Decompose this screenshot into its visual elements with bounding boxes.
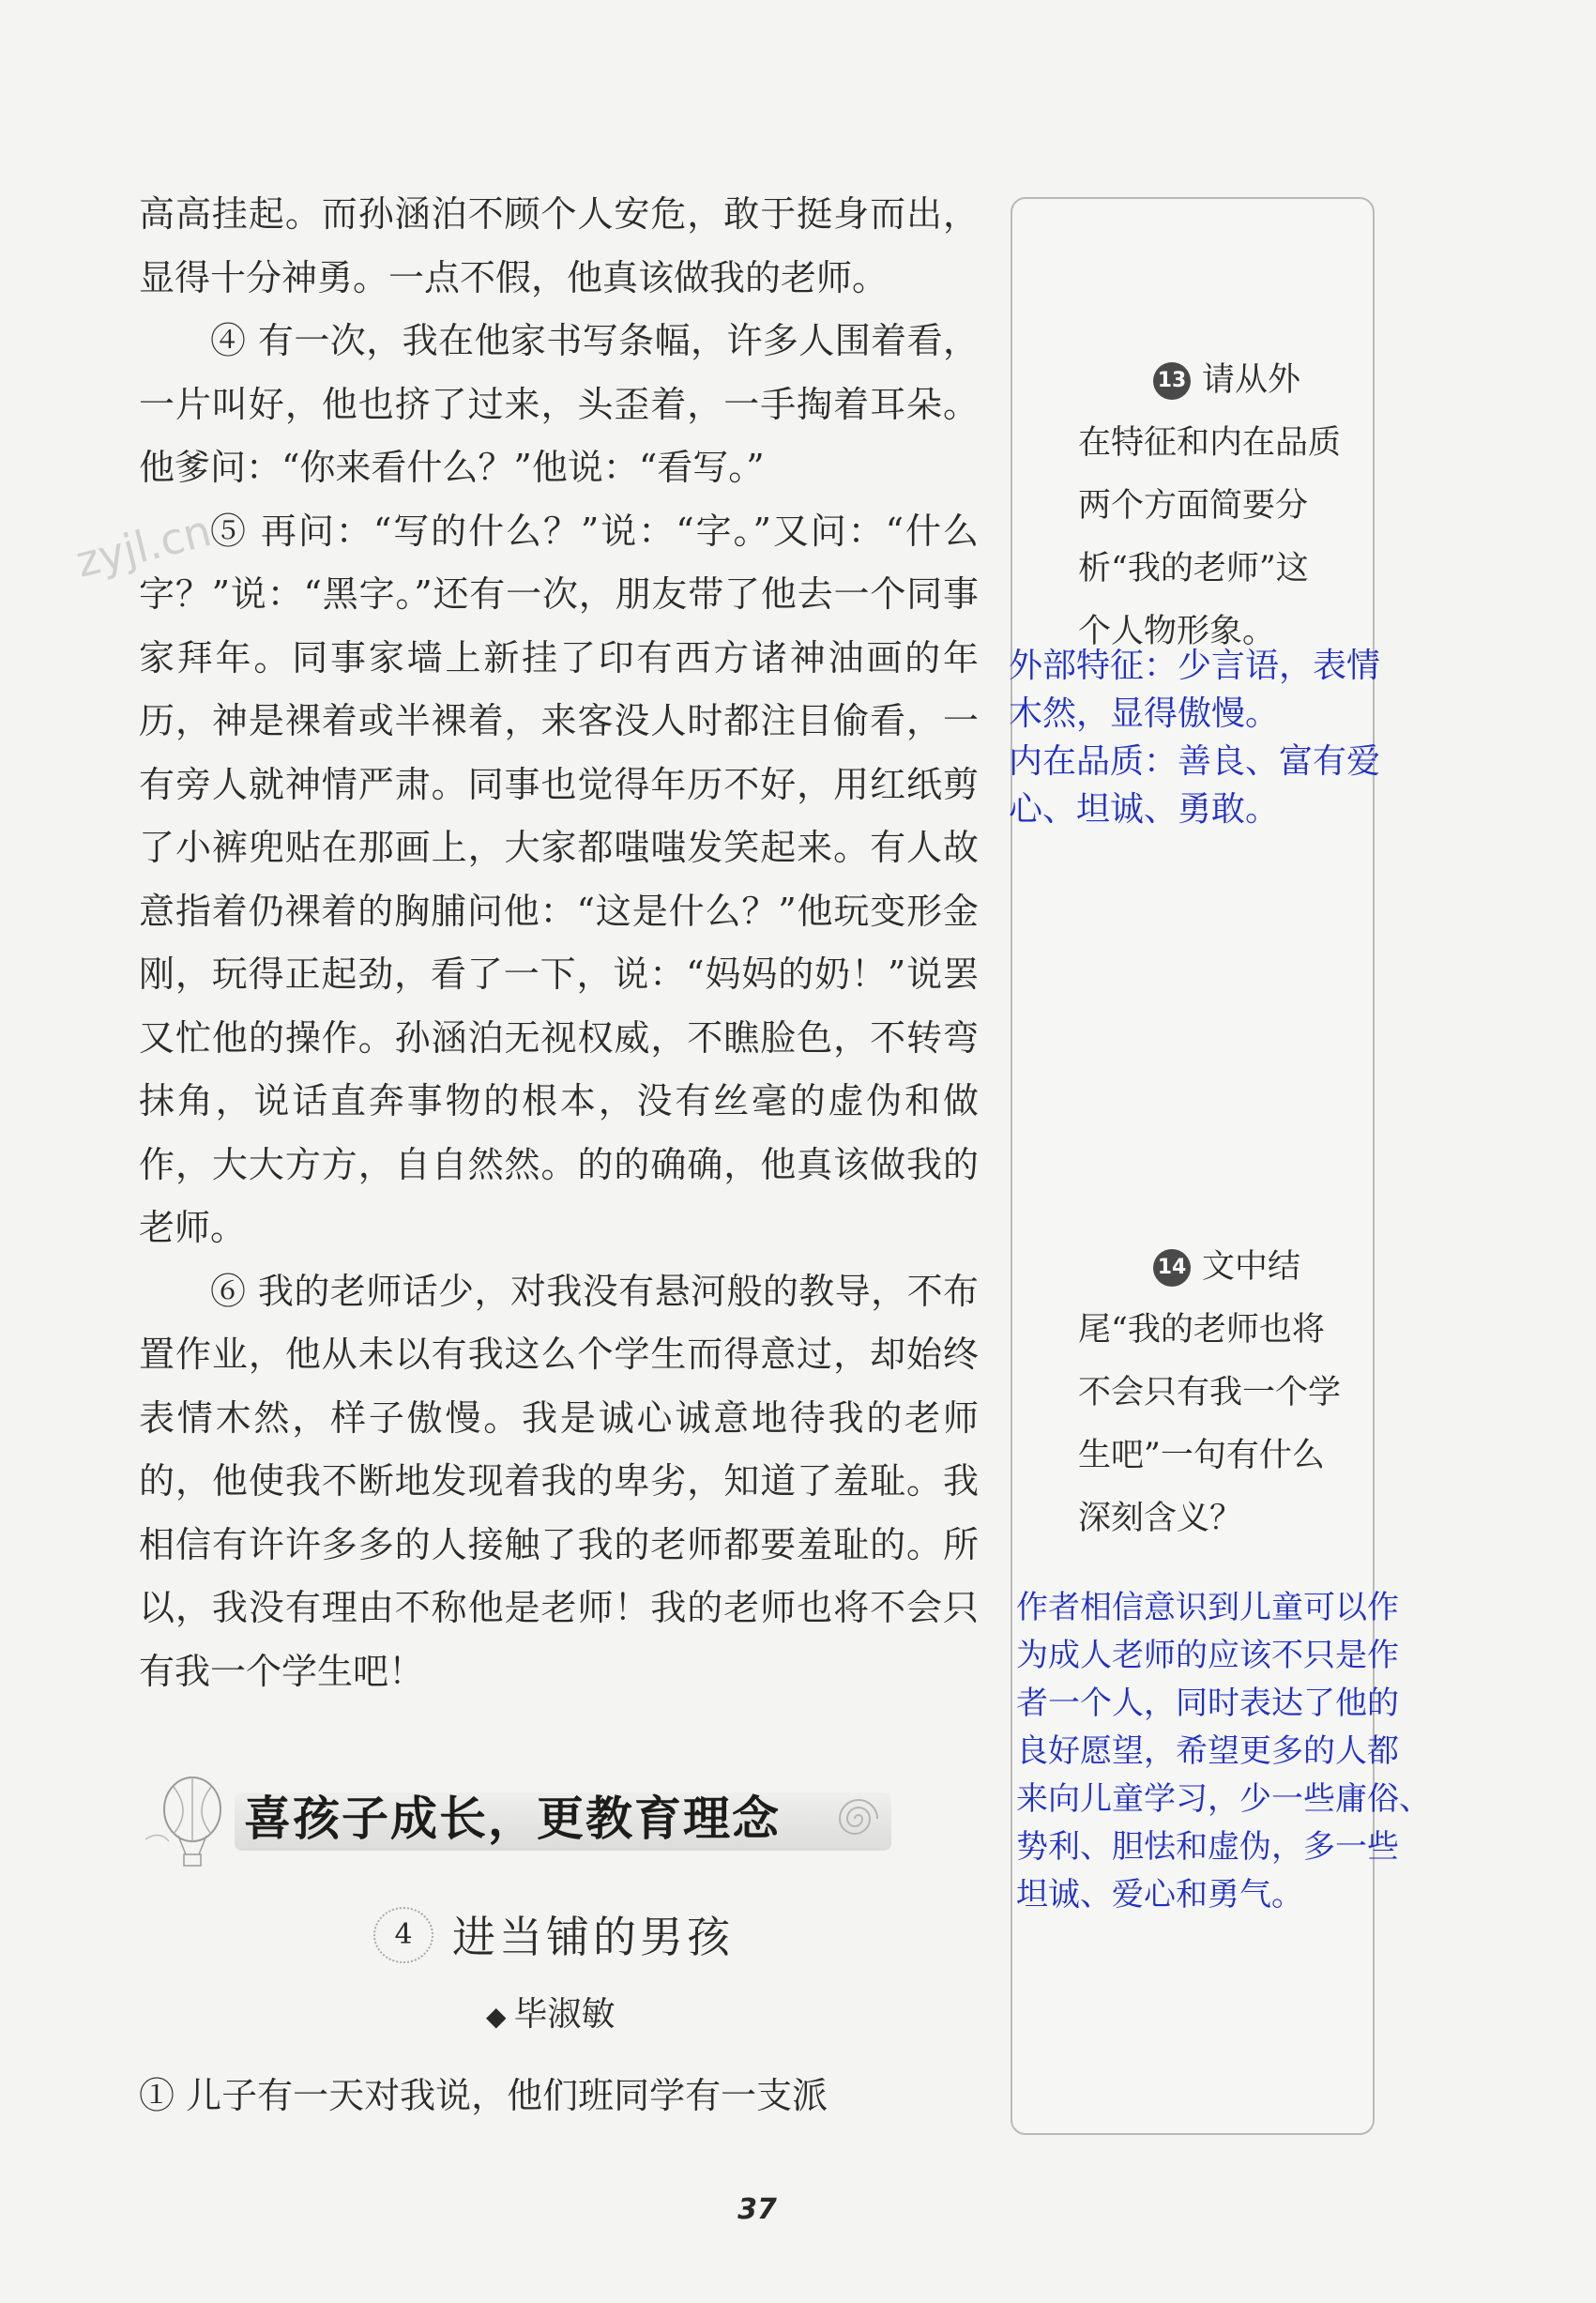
section-banner	[141, 1774, 891, 1858]
answer-14-line: 者一个人，同时表达了他的	[1016, 1685, 1399, 1722]
answer-14-line: 势利、胆怯和虚伪，多一些	[1016, 1828, 1399, 1866]
question-14-number: 14	[1153, 1249, 1191, 1287]
author-line	[486, 1988, 616, 2036]
article-first-paragraph: ① 儿子有一天对我说，他们班同学有一支派	[139, 2075, 828, 2116]
swirl-decoration-icon	[830, 1791, 887, 1847]
question-14-text: 尾“我的老师也将不会只有我一个学生吧”一句有什么深刻含义？	[1078, 1311, 1342, 1537]
paragraph-continuation: 高高挂起。而孙涵泊不顾个人安危，敢于挺身而出，显得十分神勇。一点不假，他真该做我的老师。	[139, 193, 979, 298]
answer-14	[1016, 1584, 1457, 1919]
paragraph-5: ⑤ 再问：“写的什么？”说：“字。”又问：“什么字？”说：“黑字。”还有一次，朋友带了他去一个同事家拜年。同事家墙上新挂了印有西方诸神油画的年历，神是裸着或半裸着，来客没人时都注目偷看，一有旁人就神情严肃。同事也觉得年历不好，用红纸剪了小裤兜贴在那画上，大家都嗤嗤发笑起来。有人故意指着仍裸着的胸脯问他：“这是什么？”他玩变形金刚，玩得正起劲，看了一下，说：“妈妈的奶！”说罢又忙他的操作。孙涵泊无视权威，不瞧脸色，不转弯抹角，说话直奔事物的根本，没有丝毫的虚伪和做作，大大方方，自自然然。的的确确，他真该做我的老师。	[139, 510, 979, 1248]
answer-14-line: 作者相信意识到儿童可以作	[1016, 1589, 1399, 1626]
question-13-text: 在特征和内在品质两个方面简要分析“我的老师”这个人物形象。	[1078, 424, 1342, 650]
answer-14-line: 良好愿望，希望更多的人都	[1016, 1732, 1399, 1770]
answer-14-line: 坦诚、爱心和勇气。	[1016, 1876, 1303, 1914]
article-number-badge: 4	[373, 1907, 433, 1963]
question-13	[1078, 349, 1341, 663]
answer-13-line: 心、坦诚、勇敢。	[1009, 790, 1280, 829]
answer-13-line: 外部特征：少言语，表情	[1009, 647, 1381, 685]
question-14-lead: 文中结	[1202, 1248, 1301, 1286]
section-title: 喜孩子成长，更教育理念	[244, 1791, 781, 1846]
page-number: 37	[737, 2193, 777, 2226]
question-13-lead: 请从外	[1202, 361, 1301, 399]
answer-13	[1009, 642, 1421, 833]
diamond-icon: ◆	[486, 2001, 507, 2032]
watermark: zyjl.cn	[70, 505, 217, 587]
paragraph-4: ④ 有一次，我在他家书写条幅，许多人围着看，一片叫好，他也挤了过来，头歪着，一手掏着耳朵。他爹问：“你来看什么？”他说：“看写。”	[139, 320, 979, 488]
question-13-number: 13	[1153, 362, 1191, 400]
author-name: 毕淑敏	[513, 1995, 616, 2034]
question-14	[1078, 1236, 1341, 1550]
article-title: 进当铺的男孩	[452, 1912, 734, 1962]
paragraph-6: ⑥ 我的老师话少，对我没有悬河般的教导，不布置作业，他从未以有我这么个学生而得意过，却始终表情木然，样子傲慢。我是诚心诚意地待我的老师的，他使我不断地发现着我的卑劣，知道了羞耻。我相信有许许多多的人接触了我的老师都要羞耻的。所以，我没有理由不称他是老师！我的老师也将不会只有我一个学生吧！	[139, 1270, 979, 1692]
answer-13-line: 木然，显得傲慢。	[1009, 694, 1280, 733]
answer-13-line: 内在品质：善良、富有爱	[1009, 742, 1381, 781]
answer-14-line: 为成人老师的应该不只是作	[1016, 1637, 1399, 1674]
main-text-column	[139, 183, 979, 1703]
hot-air-balloon-icon	[141, 1774, 244, 1877]
answer-14-line: 来向儿童学习，少一些庸俗、	[1016, 1780, 1431, 1818]
